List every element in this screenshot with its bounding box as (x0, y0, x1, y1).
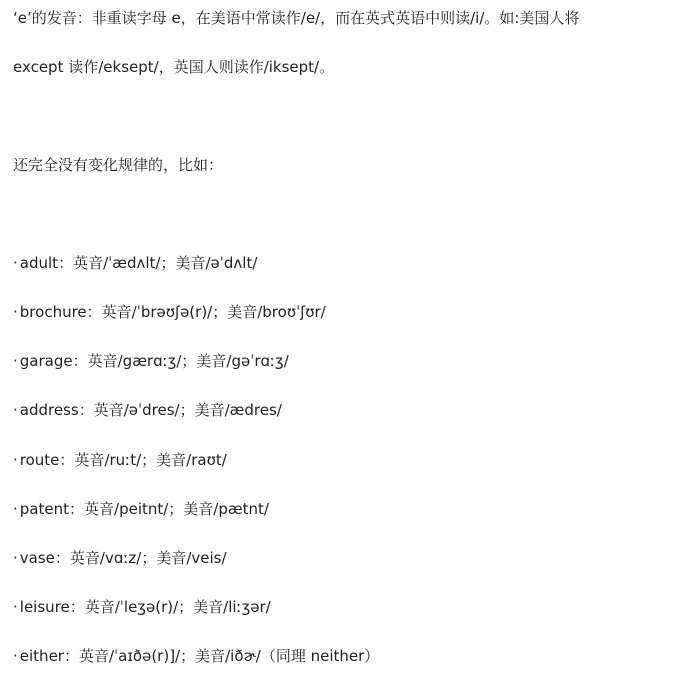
entry-word: route (19, 451, 60, 469)
entry-separator: ： (59, 451, 75, 469)
entry-pronunciation: 英音/ruːt/；美音/raʊt/ (74, 451, 227, 469)
bullet: · (13, 254, 18, 272)
entry-separator: ： (58, 254, 74, 272)
entry-pronunciation: 英音/ˈbrəʊʃə(r)/；美音/broʊˈʃʊr/ (101, 303, 326, 321)
entry-word: either (19, 647, 64, 665)
entry-word: leisure (19, 598, 70, 616)
list-item (13, 646, 675, 666)
bullet: · (13, 451, 18, 469)
entry-word: brochure (19, 303, 87, 321)
entry-word: patent (19, 500, 69, 518)
intro-paragraph-line-1: ‘e’的发音：非重读字母 e，在美语中常读作/e/，而在英式英语中则读/i/。如:美国人将 (13, 9, 580, 27)
entry-separator: ： (72, 352, 88, 370)
entry-pronunciation: 英音/ˈleʒə(r)/；美音/liːʒər/ (84, 598, 271, 616)
entry-pronunciation: 英音/ˈædʌlt/；美音/əˈdʌlt/ (73, 254, 258, 272)
list-item (13, 450, 675, 470)
bullet: · (13, 500, 18, 518)
entry-pronunciation: 英音/peitnt/；美音/pætnt/ (84, 500, 269, 518)
entry-word: adult (19, 254, 59, 272)
intro-paragraph-line-2: except 读作/eksept/，英国人则读作/iksept/。 (13, 58, 335, 76)
list-item (13, 548, 675, 568)
bullet: · (13, 598, 18, 616)
bullet: · (13, 303, 18, 321)
list-item (13, 302, 675, 322)
entry-separator: ： (78, 401, 94, 419)
entry-separator: ： (69, 500, 85, 518)
entry-word: vase (19, 549, 55, 567)
entry-separator: ： (69, 598, 85, 616)
bullet: · (13, 401, 18, 419)
list-item (13, 597, 675, 617)
entry-pronunciation: 英音/vɑːz/；美音/veis/ (69, 549, 227, 567)
list-item (13, 351, 675, 371)
entry-pronunciation: 英音/əˈdres/；美音/ædres/ (93, 401, 282, 419)
list-item (13, 499, 675, 519)
bullet: · (13, 549, 18, 567)
entry-pronunciation: 英音/gærɑːʒ/；美音/gəˈrɑːʒ/ (87, 352, 289, 370)
bullet: · (13, 647, 18, 665)
entry-word: garage (19, 352, 73, 370)
entry-separator: ： (86, 303, 102, 321)
bullet: · (13, 352, 18, 370)
list-item (13, 253, 675, 273)
entry-word: address (19, 401, 79, 419)
entry-pronunciation: 英音/ˈaɪðə(r)]/；美音/iðɚ/（同理 neither） (78, 647, 380, 665)
list-item (13, 400, 675, 420)
examples-heading: 还完全没有变化规律的，比如： (13, 156, 224, 174)
entry-separator: ： (63, 647, 79, 665)
entry-separator: ： (54, 549, 70, 567)
